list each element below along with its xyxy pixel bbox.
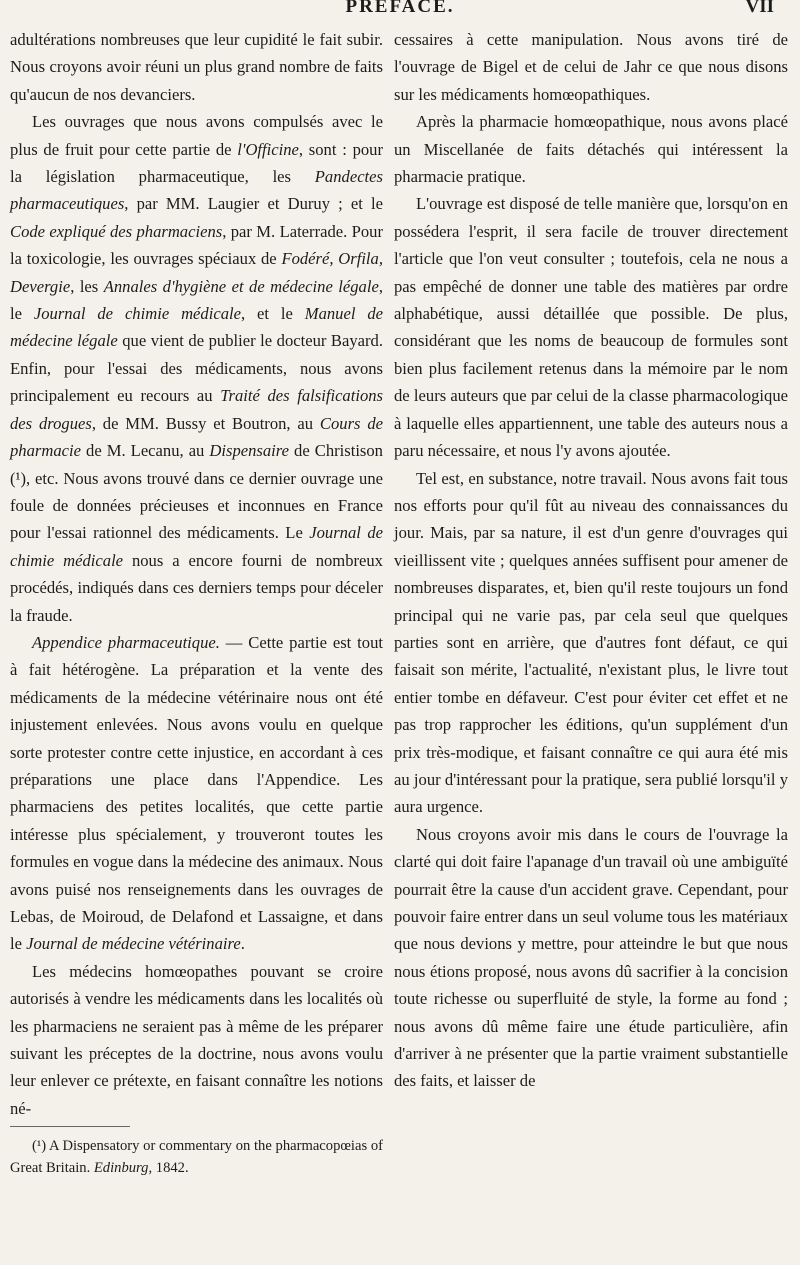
paragraph: Les médecins homœopathes pouvant se croire autorisés à vendre les médicaments dans les localités où les pharmaciens ne seraient pas à même de les préparer suivant les préceptes de la doctrine, nous avons voulu leur enlever ce prétexte, en faisant connaître les notions né- xyxy=(10,961,383,1118)
page-number: VII xyxy=(745,0,774,17)
paragraph: Tel est, en substance, notre travail. Nous avons fait tous nos efforts pour qu'il fût au niveau des connaissances du jour. Mais, par sa nature, il est d'un genre d'ouvrages qui vieillissent vite ; quelques années suffisent pour amener de nombreuses disparates, et, bien qu'il reste toujours un fond principal qui ne varie pas, par cela seul que quelques parties sont en arrière, que d'autres font défaut, ce qui faisait son mérite, l'actualité, n'existant plus, le livre tout entier tombe en défaveur. C'est pour éviter cet effet et ne pas trop rapprocher les éditions, qu'un supplément d'un prix très-modique, et faisant connaître ce qui aura été mis au jour d'intéressant pour la pratique, sera publié lorsqu'il y aura urgence. xyxy=(394,468,788,817)
paragraph: Appendice pharmaceutique. — Cette partie est tout à fait hétérogène. La préparation et la vente des médicaments de la médecine vétérinaire nous ont été injustement enlevées. Nous avons voulu en quelque sorte protester contre cette injustice, en accordant à ces préparations une place dans l'Appendice. Les pharmaciens des petites localités, que cette partie intéresse plus spécialement, y trouveront toutes les formules en vogue dans la médecine des animaux. Nous avons puisé nos renseignements dans les ouvrages de Lebas, de Moiroud, de Delafond et Lassaigne, et dans le Journal de médecine vétérinaire. xyxy=(10,632,383,954)
footnote-rule xyxy=(10,1126,130,1127)
paragraph: Après la pharmacie homœopathique, nous avons placé un Miscellanée de faits détachés qui intéressent la pharmacie pratique. xyxy=(394,112,788,187)
right-column xyxy=(394,26,788,1095)
footnote: (¹) A Dispensatory or commentary on the pharmacopœias of Great Britain. Edinburg, 1842. xyxy=(10,1138,383,1177)
paragraph: cessaires à cette manipulation. Nous avons tiré de l'ouvrage de Bigel et de celui de Jahr ce que nous disons sur les médicaments homœopathiques. xyxy=(394,30,788,104)
paragraph: Les ouvrages que nous avons compulsés avec le plus de fruit pour cette partie de l'Officine, sont : pour la législation pharmaceutique, les Pandectes pharmaceutiques, par MM. Laugier et Duruy ; et le Code expliqué des pharmaciens, par M. Laterrade. Pour la toxicologie, les ouvrages spéciaux de Fodéré, Orfila, Devergie, les Annales d'hygiène et de médecine légale, le Journal de chimie médicale, et le Manuel de médecine légale que vient de publier le docteur Bayard. Enfin, pour l'essai des médicaments, nous avons principalement eu recours au Traité des falsifications des drogues, de MM. Bussy et Boutron, au Cours de pharmacie de M. Lecanu, au Dispensaire de Christison (¹), etc. Nous avons trouvé dans ce dernier ouvrage une foule de données précieuses et inconnues en France pour l'essai rationnel des médicaments. Le Journal de chimie médicale nous a encore fourni de nombreux procédés, indiqués dans ces derniers temps pour déceler la fraude. xyxy=(10,112,384,625)
left-column xyxy=(10,26,383,1179)
running-title: PREFACE. xyxy=(345,0,455,17)
paragraph: Nous croyons avoir mis dans le cours de l'ouvrage la clarté qui doit faire l'apanage d'un travail où une ambiguïté pourrait être la cause d'un accident grave. Cependant, pour pouvoir faire entrer dans un seul volume tous les matériaux que nous devions y mettre, pour atteindre le but que nous nous étions proposé, nous avons dû sacrifier à la concision toute richesse ou superfluité de style, la forme au fond ; nous avons dû même faire une étude particulière, afin d'arriver à ne présenter que la partie vraiment substantielle des faits, et laisser de xyxy=(394,824,788,1091)
paragraph: L'ouvrage est disposé de telle manière que, lorsqu'on en possédera l'esprit, il sera facile de trouver directement l'article que l'on veut consulter ; toutefois, cela ne nous a pas empêché de donner une table des matières par ordre alphabétique, aussi détaillée que possible. De plus, considérant que les noms de beaucoup de formules sont bien plus facilement retenus dans la mémoire par le nom de leurs auteurs que par celui de la classe pharmacologique à laquelle elles appartiennent, une table des auteurs nous a paru nécessaire, et nous l'y avons ajoutée. xyxy=(394,194,788,461)
paragraph: adultérations nombreuses que leur cupidité le fait subir. Nous croyons avoir réuni un plus grand nombre de faits qu'aucun de nos devanciers. xyxy=(10,30,383,104)
page-header xyxy=(0,0,800,28)
